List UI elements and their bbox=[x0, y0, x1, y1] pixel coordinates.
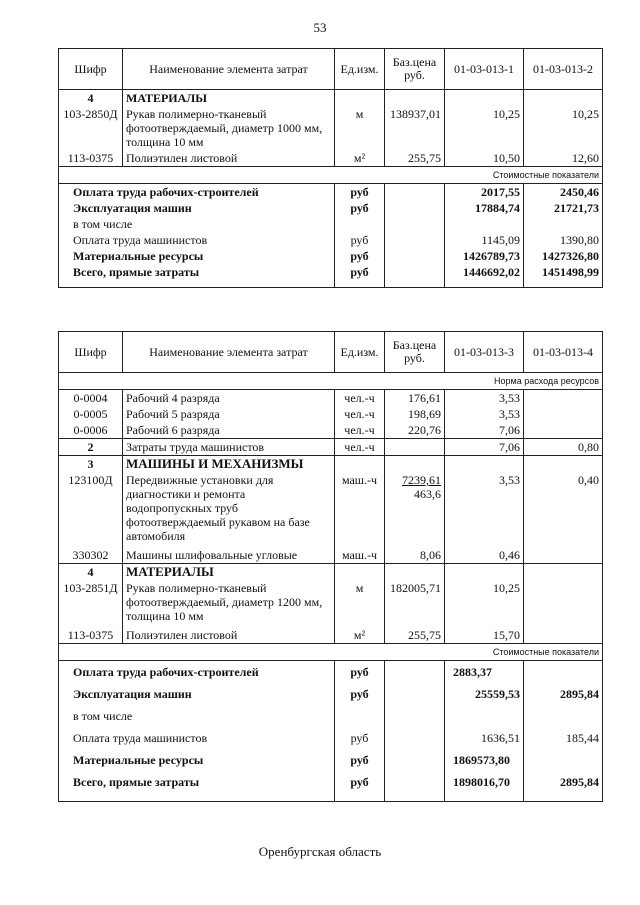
row-price: 182005,71 bbox=[385, 580, 445, 627]
summary-label: Стоимостные показатели bbox=[59, 644, 603, 661]
header-price: Баз.цена руб. bbox=[385, 332, 445, 373]
row-name: Машины шлифовальные угловые bbox=[123, 547, 335, 564]
header-code: Шифр bbox=[59, 49, 123, 90]
summary-name: в том числе bbox=[59, 216, 335, 232]
table-row bbox=[59, 406, 603, 422]
row-value-1: 10,25 bbox=[445, 106, 524, 150]
table-row bbox=[59, 472, 603, 547]
summary-unit: руб bbox=[335, 727, 385, 749]
section-number: 4 bbox=[59, 564, 123, 581]
summary-unit: руб bbox=[335, 749, 385, 771]
summary-value-1: 1145,09 bbox=[445, 232, 524, 248]
summary-row bbox=[59, 248, 603, 264]
table-row bbox=[59, 547, 603, 564]
header-unit: Ед.изм. bbox=[335, 332, 385, 373]
table-row bbox=[59, 580, 603, 627]
row-unit: м² bbox=[335, 627, 385, 644]
row-value-2: 0,80 bbox=[524, 439, 603, 456]
row-value-2: 12,60 bbox=[524, 150, 603, 167]
row-value-1: 7,06 bbox=[445, 422, 524, 439]
row-price: 8,06 bbox=[385, 547, 445, 564]
section-title: МАТЕРИАЛЫ bbox=[123, 90, 335, 107]
row-price: 255,75 bbox=[385, 627, 445, 644]
row-code: 123100Д bbox=[59, 472, 123, 547]
section-number: 3 bbox=[59, 456, 123, 473]
summary-label-row bbox=[59, 644, 603, 661]
summary-row bbox=[59, 727, 603, 749]
row-value-2 bbox=[524, 627, 603, 644]
section-title: МАТЕРИАЛЫ bbox=[123, 564, 335, 581]
row-unit: чел.-ч bbox=[335, 422, 385, 439]
row-value-1: 7,06 bbox=[445, 439, 524, 456]
summary-row bbox=[59, 184, 603, 201]
summary-name: Материальные ресурсы bbox=[59, 248, 335, 264]
row-code: 330302 bbox=[59, 547, 123, 564]
row-name: Рабочий 6 разряда bbox=[123, 422, 335, 439]
summary-unit: руб bbox=[335, 683, 385, 705]
summary-row bbox=[59, 216, 603, 232]
header-col-4: 01-03-013-4 bbox=[524, 332, 603, 373]
table-row bbox=[59, 439, 603, 456]
row-price: 198,69 bbox=[385, 406, 445, 422]
summary-value-2 bbox=[524, 661, 603, 684]
summary-value-2: 1427326,80 bbox=[524, 248, 603, 264]
row-price: 255,75 bbox=[385, 150, 445, 167]
summary-value-1: 1898016,70 bbox=[445, 771, 524, 802]
header-name: Наименование элемента затрат bbox=[123, 49, 335, 90]
row-unit: чел.-ч bbox=[335, 390, 385, 407]
section-row bbox=[59, 456, 603, 473]
summary-value-1: 1636,51 bbox=[445, 727, 524, 749]
section-row bbox=[59, 90, 603, 107]
norm-label: Норма расхода ресурсов bbox=[59, 373, 603, 390]
summary-value-1: 2883,37 bbox=[445, 661, 524, 684]
row-value-1: 10,25 bbox=[445, 580, 524, 627]
row-price-cell bbox=[385, 472, 445, 547]
summary-row bbox=[59, 683, 603, 705]
row-name: Полиэтилен листовой bbox=[123, 627, 335, 644]
cost-table-2 bbox=[58, 331, 603, 802]
norm-label-row bbox=[59, 373, 603, 390]
summary-label: Стоимостные показатели bbox=[59, 167, 603, 184]
row-code: 2 bbox=[59, 439, 123, 456]
row-value-1: 0,46 bbox=[445, 547, 524, 564]
summary-value-1: 2017,55 bbox=[445, 184, 524, 201]
row-value-1: 10,50 bbox=[445, 150, 524, 167]
header-name: Наименование элемента затрат bbox=[123, 332, 335, 373]
summary-row bbox=[59, 232, 603, 248]
row-code: 0-0004 bbox=[59, 390, 123, 407]
table-header bbox=[59, 332, 603, 373]
summary-unit: руб bbox=[335, 200, 385, 216]
row-value-2 bbox=[524, 406, 603, 422]
summary-row bbox=[59, 264, 603, 288]
row-price-secondary: 463,6 bbox=[414, 487, 441, 501]
summary-value-1: 1446692,02 bbox=[445, 264, 524, 288]
row-value-2 bbox=[524, 547, 603, 564]
row-unit: м bbox=[335, 106, 385, 150]
row-price: 138937,01 bbox=[385, 106, 445, 150]
row-value-2: 10,25 bbox=[524, 106, 603, 150]
row-name: Рабочий 5 разряда bbox=[123, 406, 335, 422]
row-value-2 bbox=[524, 422, 603, 439]
row-price: 176,61 bbox=[385, 390, 445, 407]
summary-value-1: 1869573,80 bbox=[445, 749, 524, 771]
row-name: Затраты труда машинистов bbox=[123, 439, 335, 456]
row-unit: маш.-ч bbox=[335, 547, 385, 564]
cost-table-1 bbox=[58, 48, 603, 288]
footer-region: Оренбургская область bbox=[258, 844, 382, 859]
summary-value-1: 17884,74 bbox=[445, 200, 524, 216]
summary-row bbox=[59, 705, 603, 727]
row-code: 113-0375 bbox=[59, 627, 123, 644]
section-row bbox=[59, 564, 603, 581]
row-code: 103-2851Д bbox=[59, 580, 123, 627]
summary-name: Всего, прямые затраты bbox=[59, 771, 335, 802]
summary-value-2: 2450,46 bbox=[524, 184, 603, 201]
row-unit: маш.-ч bbox=[335, 472, 385, 547]
row-name: Рукав полимерно-тканевый фотоотверждаемый, диаметр 1000 мм, толщина 10 мм bbox=[123, 106, 335, 150]
summary-name: Оплата труда машинистов bbox=[59, 232, 335, 248]
summary-row bbox=[59, 200, 603, 216]
row-value-1: 3,53 bbox=[445, 390, 524, 407]
summary-value-2: 1390,80 bbox=[524, 232, 603, 248]
header-col-1: 01-03-013-1 bbox=[445, 49, 524, 90]
row-value-2 bbox=[524, 580, 603, 627]
summary-row bbox=[59, 661, 603, 684]
row-name: Рукав полимерно-тканевый фотоотверждаемый, диаметр 1200 мм, толщина 10 мм bbox=[123, 580, 335, 627]
summary-row bbox=[59, 749, 603, 771]
row-value-1: 3,53 bbox=[445, 406, 524, 422]
summary-value-2: 2895,84 bbox=[524, 771, 603, 802]
header-unit: Ед.изм. bbox=[335, 49, 385, 90]
row-unit: м² bbox=[335, 150, 385, 167]
summary-unit: руб bbox=[335, 264, 385, 288]
table-row bbox=[59, 106, 603, 150]
summary-value-1: 25559,53 bbox=[445, 683, 524, 705]
row-name: Передвижные установки для диагностики и ремонта водопропускных труб фотоотверждаемый рукавом на базе автомобиля bbox=[123, 472, 335, 547]
summary-value-2: 185,44 bbox=[524, 727, 603, 749]
summary-name: в том числе bbox=[59, 705, 335, 727]
row-value-2: 0,40 bbox=[524, 472, 603, 547]
row-code: 0-0006 bbox=[59, 422, 123, 439]
summary-row bbox=[59, 771, 603, 802]
summary-unit: руб bbox=[335, 771, 385, 802]
summary-unit: руб bbox=[335, 661, 385, 684]
row-code: 113-0375 bbox=[59, 150, 123, 167]
row-name: Рабочий 4 разряда bbox=[123, 390, 335, 407]
table-row bbox=[59, 422, 603, 439]
row-unit: чел.-ч bbox=[335, 439, 385, 456]
summary-name: Эксплуатация машин bbox=[59, 200, 335, 216]
table-row bbox=[59, 627, 603, 644]
table-row bbox=[59, 150, 603, 167]
row-value-2 bbox=[524, 390, 603, 407]
summary-unit: руб bbox=[335, 248, 385, 264]
summary-unit: руб bbox=[335, 232, 385, 248]
summary-value-2: 21721,73 bbox=[524, 200, 603, 216]
summary-value-2: 1451498,99 bbox=[524, 264, 603, 288]
summary-unit: руб bbox=[335, 184, 385, 201]
section-number: 4 bbox=[59, 90, 123, 107]
page-number: 53 bbox=[313, 20, 327, 35]
row-name: Полиэтилен листовой bbox=[123, 150, 335, 167]
header-col-2: 01-03-013-2 bbox=[524, 49, 603, 90]
row-code: 103-2850Д bbox=[59, 106, 123, 150]
row-price: 220,76 bbox=[385, 422, 445, 439]
summary-name: Оплата труда рабочих-строителей bbox=[59, 661, 335, 684]
summary-name: Оплата труда рабочих-строителей bbox=[59, 184, 335, 201]
header-code: Шифр bbox=[59, 332, 123, 373]
summary-value-2 bbox=[524, 749, 603, 771]
row-unit: м bbox=[335, 580, 385, 627]
section-title: МАШИНЫ И МЕХАНИЗМЫ bbox=[123, 456, 335, 473]
header-col-3: 01-03-013-3 bbox=[445, 332, 524, 373]
header-price: Баз.цена руб. bbox=[385, 49, 445, 90]
row-unit: чел.-ч bbox=[335, 406, 385, 422]
summary-name: Эксплуатация машин bbox=[59, 683, 335, 705]
row-code: 0-0005 bbox=[59, 406, 123, 422]
table-row bbox=[59, 390, 603, 407]
summary-value-2: 2895,84 bbox=[524, 683, 603, 705]
row-value-1: 15,70 bbox=[445, 627, 524, 644]
summary-name: Оплата труда машинистов bbox=[59, 727, 335, 749]
table-header bbox=[59, 49, 603, 90]
row-price: 7239,61 bbox=[402, 473, 441, 487]
summary-value-1: 1426789,73 bbox=[445, 248, 524, 264]
summary-name: Всего, прямые затраты bbox=[59, 264, 335, 288]
summary-label-row bbox=[59, 167, 603, 184]
row-value-1: 3,53 bbox=[445, 472, 524, 547]
summary-name: Материальные ресурсы bbox=[59, 749, 335, 771]
